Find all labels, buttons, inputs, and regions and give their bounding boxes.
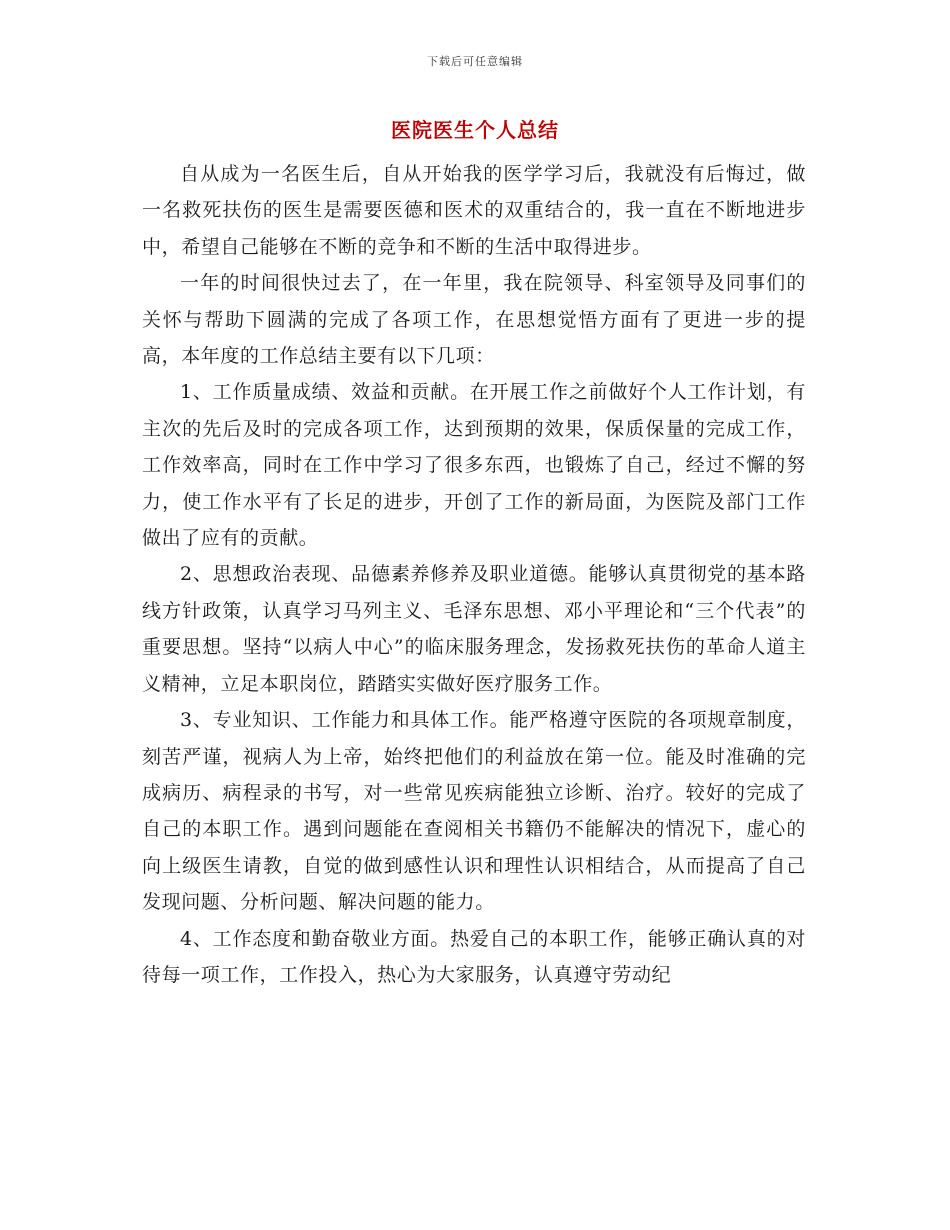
paragraph-item-4: 4、工作态度和勤奋敬业方面。热爱自己的本职工作，能够正确认真的对待每一项工作，工作投入，热心为大家服务，认真遵守劳动纪 [142,927,806,986]
document-title: 医院医生个人总结 [391,118,559,142]
paragraph-item-2: 2、思想政治表现、品德素养修养及职业道德。能够认真贯彻党的基本路线方针政策，认真学习马列主义、毛泽东思想、邓小平理论和“三个代表”的重要思想。坚持“以病人中心”的临床服务理念，发扬救死扶伤的革命人道主义精神，立足本职岗位，踏踏实实做好医疗服务工作。 [142,563,806,695]
paragraph-item-3: 3、专业知识、工作能力和具体工作。能严格遵守医院的各项规章制度，刻苦严谨，视病人为上帝，始终把他们的利益放在第一位。能及时准确的完成病历、病程录的书写，对一些常见疾病能独立诊断、治疗。较好的完成了自己的本职工作。遇到问题能在查阅相关书籍仍不能解决的情况下，虚心的向上级医生请教，自觉的做到感性认识和理性认识相结合，从而提高了自己发现问题、分析问题、解决问题的能力。 [142,709,806,914]
paragraph-overview: 一年的时间很快过去了，在一年里，我在院领导、科室领导及同事们的关怀与帮助下圆满的完成了各项工作，在思想觉悟方面有了更进一步的提高，本年度的工作总结主要有以下几项： [142,272,806,368]
document-body [142,156,806,993]
paragraph-item-1: 1、工作质量成绩、效益和贡献。在开展工作之前做好个人工作计划，有主次的先后及时的完成各项工作，达到预期的效果，保质保量的完成工作，工作效率高，同时在工作中学习了很多东西，也锻炼了自己，经过不懈的努力，使工作水平有了长足的进步，开创了工作的新局面，为医院及部门工作做出了应有的贡献。 [142,381,806,550]
paragraph-intro: 自从成为一名医生后，自从开始我的医学学习后，我就没有后悔过，做一名救死扶伤的医生是需要医德和医术的双重结合的，我一直在不断地进步中，希望自己能够在不断的竞争和不断的生活中取得进步。 [142,163,806,258]
header-note: 下载后可任意编辑 [427,55,523,68]
